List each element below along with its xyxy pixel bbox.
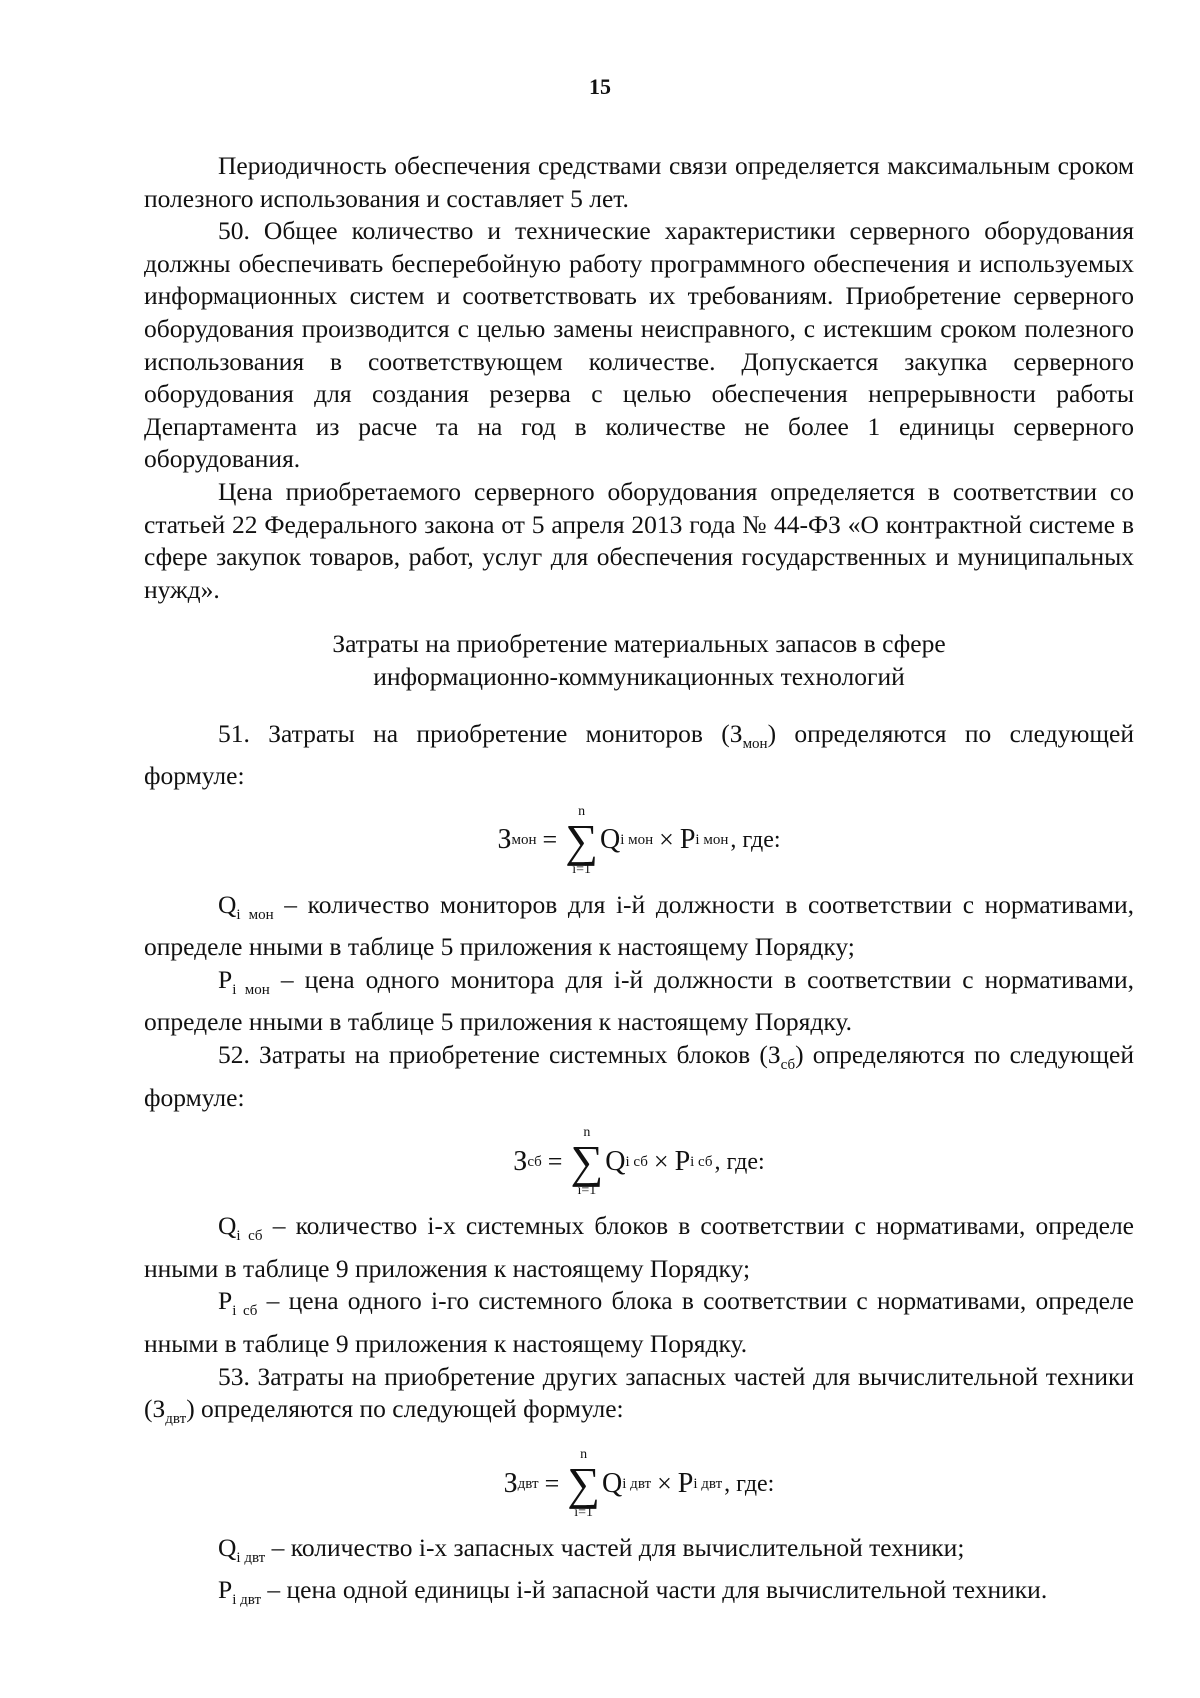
formula-lhs: З xyxy=(513,1145,528,1177)
definition-var: Q xyxy=(218,889,237,919)
definition-var-sub: i мон xyxy=(232,981,270,998)
definition-var-sub: i двт xyxy=(232,1592,262,1609)
formula-tail: , где: xyxy=(724,1470,775,1497)
definition-var: Q xyxy=(218,1532,237,1562)
definition-text: – количество i-х запасных частей для вычислительной техники; xyxy=(265,1532,965,1562)
document-body xyxy=(144,150,1134,1617)
formula-tail: , где: xyxy=(730,827,781,854)
formula-q-sub: i сб xyxy=(625,1153,648,1170)
paragraph-51-sub: мон xyxy=(742,735,768,752)
definition-p-mon xyxy=(144,964,1134,1039)
definition-text: – количество i-х системных блоков в соответствии с нормативами, определе нными в таблице 9 приложения к настоящему Порядку; xyxy=(144,1211,1134,1283)
definition-p-dvt xyxy=(144,1574,1134,1617)
formula-lhs-sub: двт xyxy=(517,1475,539,1492)
page-number: 15 xyxy=(589,74,611,99)
paragraph-53-text-a: 53. Затраты на приобретение других запасных частей для вычислительной техники (З xyxy=(144,1361,1134,1424)
formula-sum xyxy=(565,805,598,877)
formula-times: × xyxy=(653,1146,669,1176)
formula-p: P xyxy=(674,1145,691,1177)
definition-var: P xyxy=(218,1575,233,1605)
paragraph-51-text-b: ) определяются по следующей формуле: xyxy=(144,718,1134,791)
paragraph-52-text-b: ) определяются по следующей формуле: xyxy=(144,1040,1134,1112)
paragraph-52-text-a: 52. Затраты на приобретение системных блоков (З xyxy=(218,1040,781,1070)
formula-lhs-sub: мон xyxy=(511,832,537,849)
formula-times: × xyxy=(659,825,674,855)
sum-upper-limit: n xyxy=(583,1125,591,1141)
formula-p: P xyxy=(677,1467,694,1499)
section-heading-line2: информационно-коммуникационных технологий xyxy=(373,661,905,691)
sum-upper-limit: n xyxy=(580,1446,588,1462)
formula-p-sub: i сб xyxy=(690,1153,713,1170)
formula-q: Q xyxy=(602,1467,623,1499)
paragraph-53-sub: двт xyxy=(165,1411,187,1428)
paragraph-51 xyxy=(144,718,1134,793)
formula-system-blocks xyxy=(144,1114,1134,1210)
paragraph-communication-period: Периодичность обеспечения средствами связи определяется максимальным сроком полезного использования и составляет 5 лет. xyxy=(144,151,1134,213)
formula-monitors xyxy=(144,793,1134,889)
formula-equals: = xyxy=(544,1468,560,1498)
definition-q-dvt xyxy=(144,1532,1134,1575)
formula-equals: = xyxy=(542,825,558,855)
formula-sum xyxy=(570,1126,603,1198)
sigma-icon: ∑ xyxy=(570,1136,604,1188)
sigma-icon: ∑ xyxy=(565,814,598,866)
definition-text: – цена одного i-го системного блока в соответствии с нормативами, определе нными в таблице 9 приложения к настоящему Порядку. xyxy=(144,1286,1134,1359)
definition-var-sub: i сб xyxy=(232,1303,258,1320)
formula-p: P xyxy=(679,824,696,856)
paragraph-52-sub: сб xyxy=(780,1057,796,1074)
formula-spare-parts xyxy=(144,1436,1134,1532)
formula-lhs: З xyxy=(503,1467,518,1499)
definition-var-sub: i мон xyxy=(236,906,274,923)
formula-q: Q xyxy=(605,1145,626,1177)
definition-var: P xyxy=(218,964,233,994)
definition-text: – цена одного монитора для i-й должности в соответствии с нормативами, определе нными в таблице 5 приложения к настоящему Порядку. xyxy=(144,964,1135,1037)
paragraph-53 xyxy=(144,1361,1134,1436)
formula-equals: = xyxy=(547,1146,563,1176)
formula-sum xyxy=(567,1448,600,1520)
definition-var: P xyxy=(218,1286,233,1316)
paragraph-52 xyxy=(144,1039,1134,1114)
definition-var: Q xyxy=(218,1211,237,1241)
sum-upper-limit: n xyxy=(578,803,586,819)
formula-q: Q xyxy=(599,824,621,856)
paragraph-53-text-b: ) определяются по следующей формуле: xyxy=(186,1394,624,1424)
formula-times: × xyxy=(657,1468,672,1498)
definition-var-sub: i сб xyxy=(236,1228,263,1245)
formula-q-sub: i мон xyxy=(620,832,654,849)
paragraph-server-price: Цена приобретаемого серверного оборудования определяется в соответствии со статьей 22 Федерального закона от 5 апреля 2013 года № 44-ФЗ «О контрактной системе в сфере закупок товаров, работ, услуг для обеспечения государственных и муниципальных нужд». xyxy=(144,476,1134,604)
formula-p-sub: i мон xyxy=(695,832,729,849)
formula-tail: , где: xyxy=(714,1148,765,1175)
definition-q-mon xyxy=(144,889,1134,964)
formula-lhs: З xyxy=(497,824,512,856)
definition-q-sb xyxy=(144,1210,1134,1285)
definition-text: – цена одной единицы i-й запасной части для вычислительной техники. xyxy=(261,1575,1048,1605)
definition-p-sb xyxy=(144,1285,1134,1360)
sum-lower-limit: i=1 xyxy=(572,861,591,877)
sum-lower-limit: i=1 xyxy=(574,1504,594,1520)
sigma-icon: ∑ xyxy=(567,1457,601,1509)
section-heading-line1: Затраты на приобретение материальных запасов в сфере xyxy=(332,629,946,659)
formula-q-sub: i двт xyxy=(622,1475,652,1492)
formula-p-sub: i двт xyxy=(693,1475,723,1492)
sum-lower-limit: i=1 xyxy=(577,1183,597,1199)
paragraph-51-text-a: 51. Затраты на приобретение мониторов (З xyxy=(218,718,743,748)
paragraph-50: 50. Общее количество и технические характеристики серверного оборудования должны обеспечивать бесперебойную работу программного обеспечения и используемых информационных систем и соответствовать их требованиям. Приобретение серверного оборудования производится с целью замены неисправного, с истекшим сроком полезного использования в соответствующем количестве. Допускается закупка серверного оборудования для создания резерва с целью обеспечения непрерывности работы Департамента из расче та на год в количестве не более 1 единицы серверного оборудования. xyxy=(144,216,1134,474)
definition-var-sub: i двт xyxy=(236,1549,266,1566)
section-heading xyxy=(144,628,1134,693)
formula-lhs-sub: сб xyxy=(527,1153,542,1170)
definition-text: – количество мониторов для i-й должности в соответствии с нормативами, определе нными в таблице 5 приложения к настоящему Порядку; xyxy=(144,889,1134,962)
